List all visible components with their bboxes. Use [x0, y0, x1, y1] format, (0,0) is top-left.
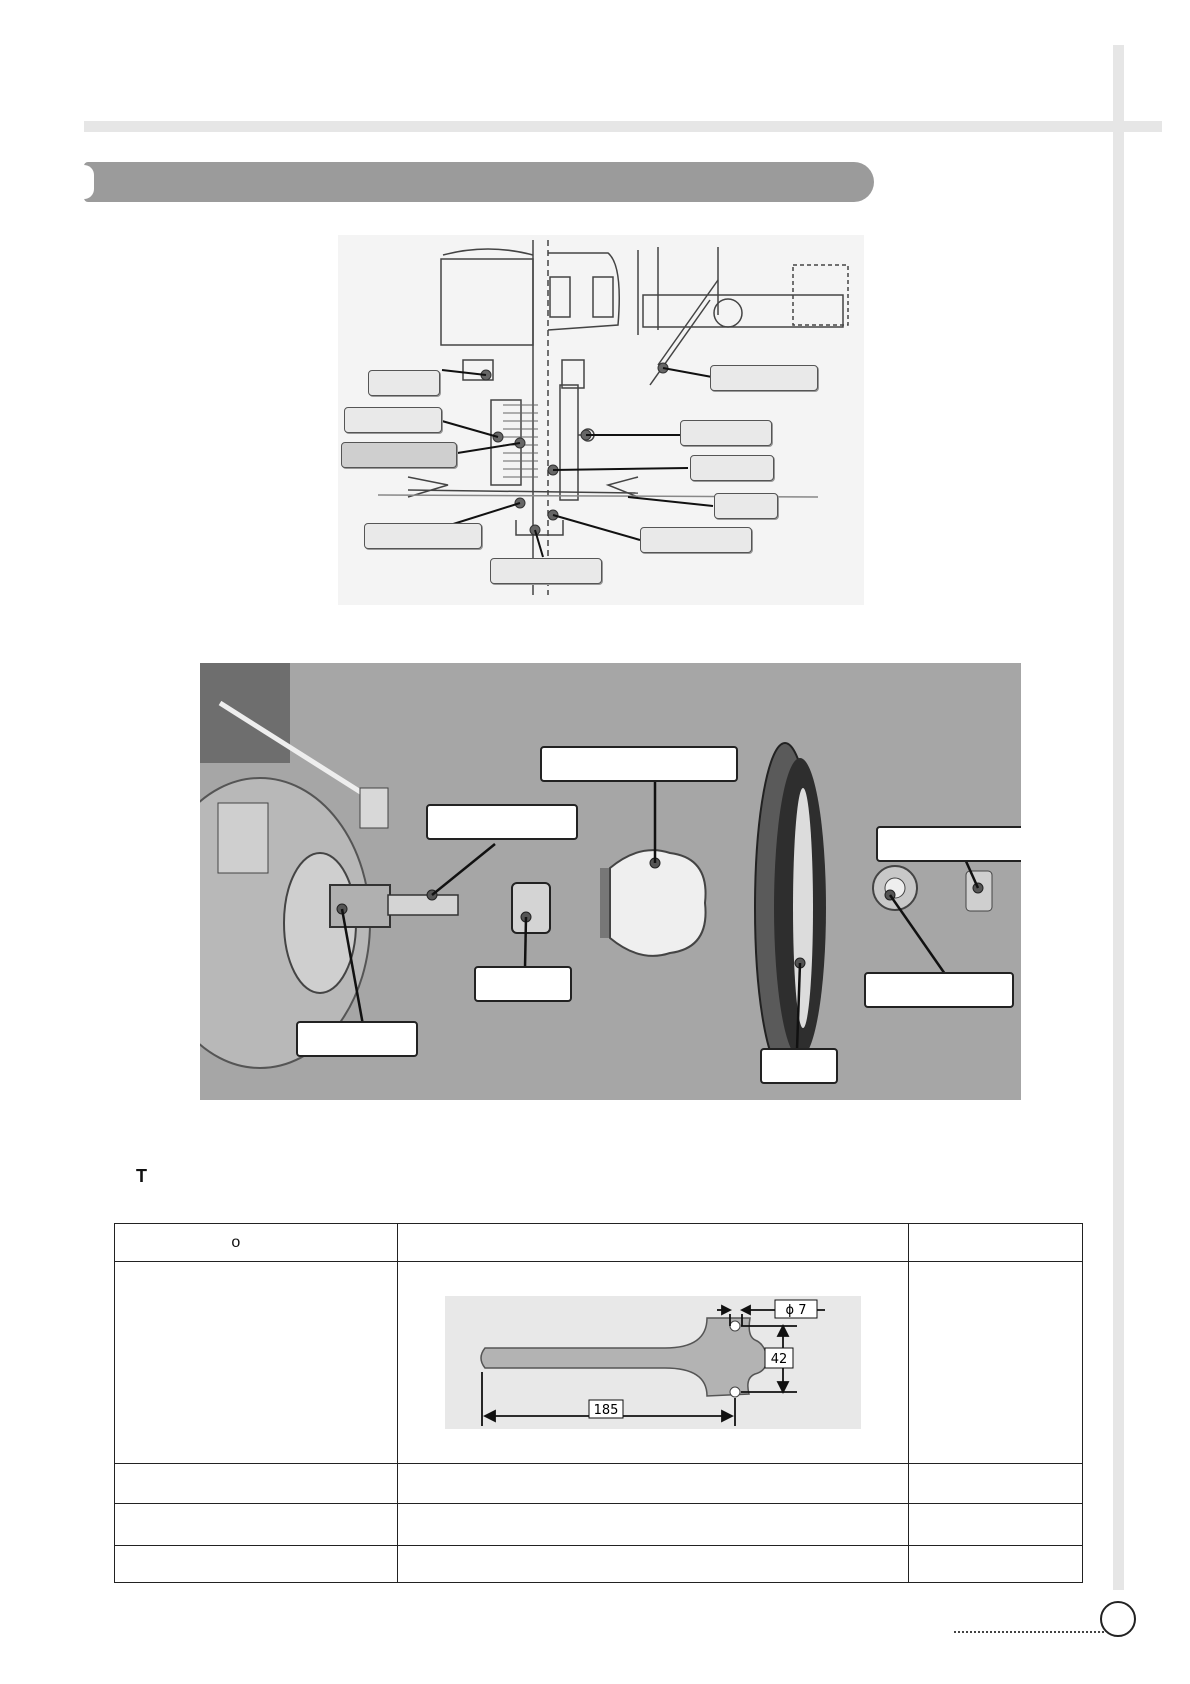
callout-box [490, 558, 602, 584]
callout-box [341, 442, 457, 468]
part-callout [426, 804, 578, 840]
part-callout [296, 1021, 418, 1057]
table-cell [909, 1504, 1083, 1546]
table-cell [397, 1262, 909, 1464]
part-callout [864, 972, 1014, 1008]
spanner-wrench-shape [445, 1296, 861, 1429]
table-cell [909, 1464, 1083, 1504]
table-cell [115, 1262, 398, 1464]
part-callout [540, 746, 738, 782]
table-row [115, 1262, 1083, 1464]
header-cell: o [115, 1224, 398, 1262]
table-cell [397, 1464, 909, 1504]
callout-box [710, 365, 818, 391]
table-cell [397, 1504, 909, 1546]
callout-box [714, 493, 778, 519]
tools-table [114, 1223, 1083, 1583]
table-heading: T [136, 1166, 147, 1186]
table-row [115, 1464, 1083, 1504]
part-callout [474, 966, 572, 1002]
parts-photo [200, 663, 1021, 1100]
top-rule [84, 121, 1162, 132]
table-cell [115, 1504, 398, 1546]
section-title-bar [84, 162, 874, 202]
width-dimension-label: 42 [770, 1352, 788, 1367]
callout-box [680, 420, 772, 446]
header-cell [397, 1224, 909, 1262]
spanner-wrench-drawing [445, 1296, 861, 1429]
table-cell [115, 1464, 398, 1504]
part-callout [876, 826, 1021, 862]
header-cell [909, 1224, 1083, 1262]
hole-dimension-label: ϕ 7 [785, 1303, 807, 1318]
footer-dotted-line [954, 1631, 1104, 1633]
length-dimension-label: 185 [593, 1403, 619, 1418]
table-header-row [115, 1224, 1083, 1262]
callout-box [344, 407, 442, 433]
table-row [115, 1504, 1083, 1546]
callout-box [690, 455, 774, 481]
part-callout [760, 1048, 838, 1084]
table-cell [115, 1546, 398, 1583]
table-cell [909, 1262, 1083, 1464]
callout-box [640, 527, 752, 553]
table-cell [397, 1546, 909, 1583]
callout-box [364, 523, 482, 549]
table-cell [909, 1546, 1083, 1583]
assembly-schematic [338, 235, 864, 605]
right-margin-rule [1113, 45, 1124, 1590]
page-number-circle [1100, 1601, 1136, 1637]
table-row [115, 1546, 1083, 1583]
callout-box [368, 370, 440, 396]
